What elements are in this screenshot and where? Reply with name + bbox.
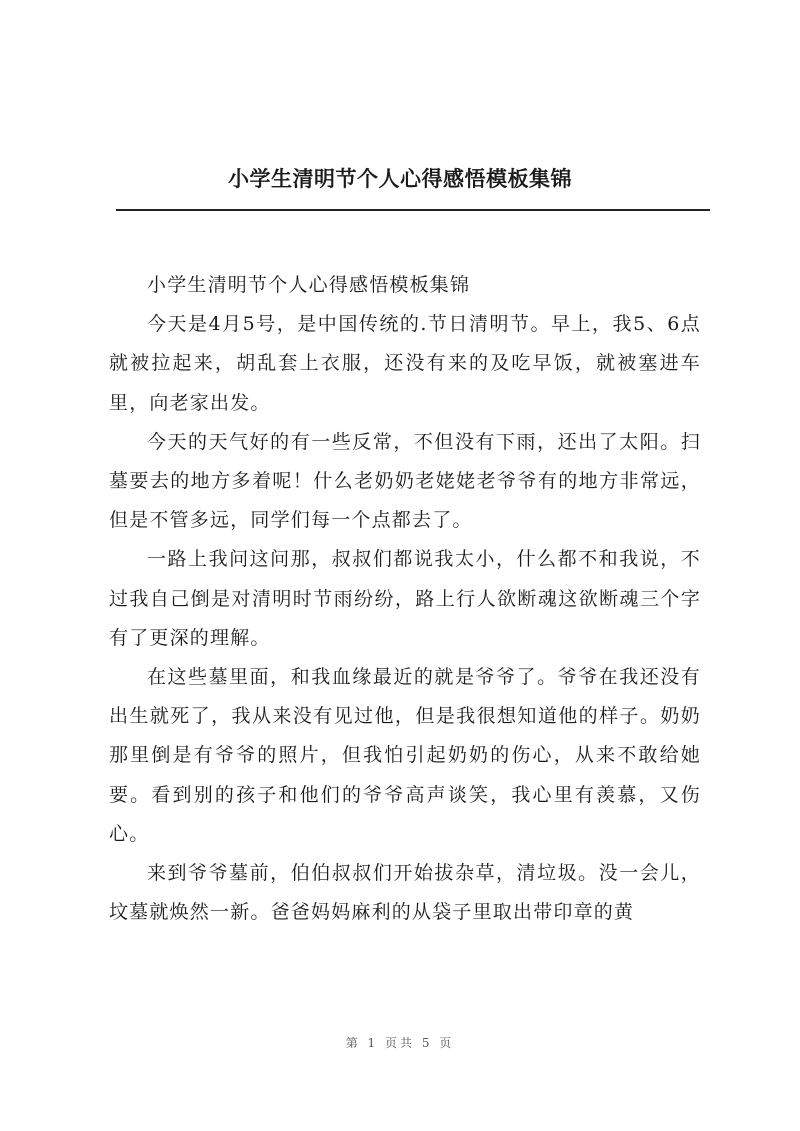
paragraph: 今天是4月5号，是中国传统的.节日清明节。早上，我5、6点就被拉起来，胡乱套上衣服，还没有来的及吃早饭，就被塞进车里，向老家出发。 bbox=[109, 313, 701, 414]
paragraph: 今天的天气好的有一些反常，不但没有下雨，还出了太阳。扫墓要去的地方多着呢！什么老奶奶老姥姥老爷爷有的地方非常远，但是不管多远，同学们每一个点都去了。 bbox=[109, 430, 701, 532]
document-title: 小学生清明节个人心得感悟模板集锦 bbox=[228, 166, 572, 191]
paragraph-heading: 小学生清明节个人心得感悟模板集锦 bbox=[147, 274, 471, 296]
paragraph: 来到爷爷墓前，伯伯叔叔们开始拔杂草，清垃圾。没一会儿，坟墓就焕然一新。爸爸妈妈麻利的从袋子里取出带印章的黄 bbox=[109, 862, 701, 924]
paragraph: 一路上我问这问那，叔叔们都说我太小，什么都不和我说，不过我自己倒是对清明时节雨纷纷，路上行人欲断魂这欲断魂三个字有了更深的理解。 bbox=[109, 548, 701, 649]
document-body bbox=[109, 266, 701, 932]
paragraph: 在这些墓里面，和我血缘最近的就是爷爷了。爷爷在我还没有出生就死了，我从来没有见过他，但是我很想知道他的样子。奶奶那里倒是有爷爷的照片，但我怕引起奶奶的伤心，从来不敢给她要。看到别的孩子和他们的爷爷高声谈笑，我心里有羡慕，又伤心。 bbox=[109, 666, 701, 845]
title-divider bbox=[116, 209, 710, 211]
page-number: 第 1 页共 5 页 bbox=[345, 1036, 455, 1050]
